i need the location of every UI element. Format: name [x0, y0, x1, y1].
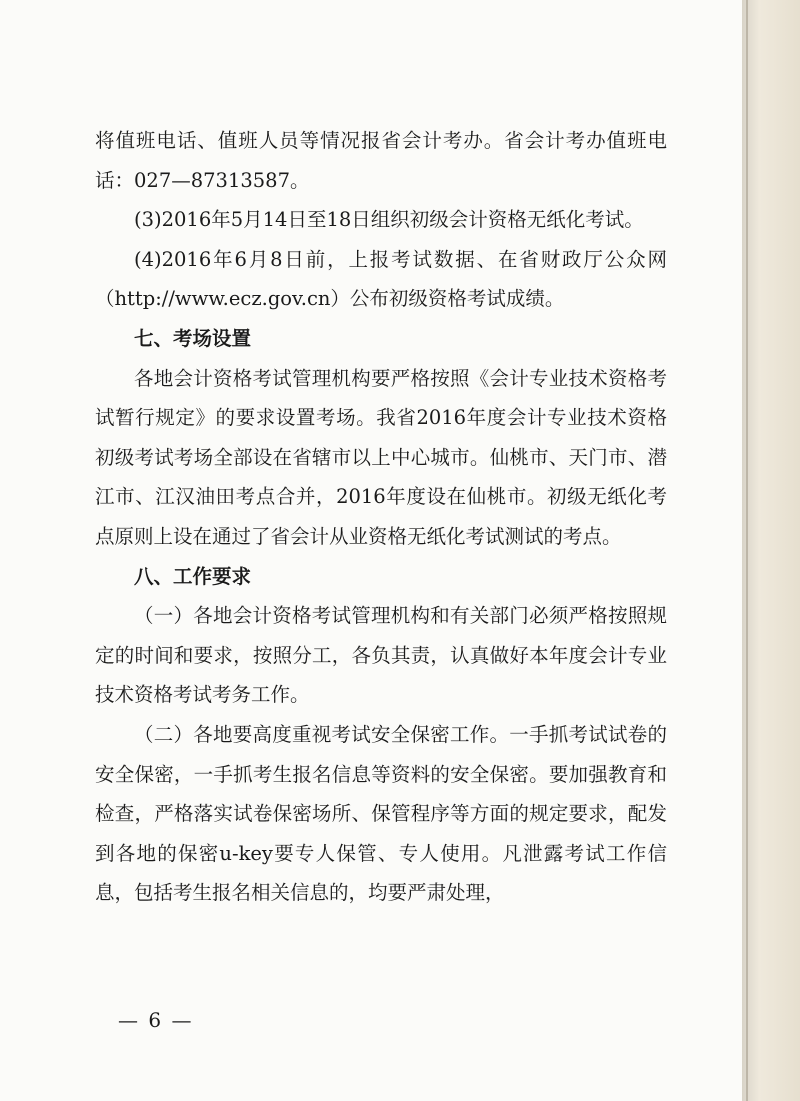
section-7-body: 各地会计资格考试管理机构要严格按照《会计专业技术资格考试暂行规定》的要求设置考场。我省2016年度会计专业技术资格初级考试考场全部设在省辖市以上中心城市。仙桃市、天门市、潜江市、江汉油田考点合并，2016年度设在仙桃市。初级无纸化考点原则上设在通过了省会计从业资格无纸化考试测试的考点。 [95, 366, 667, 548]
paragraph-item-4: (4)2016年6月8日前，上报考试数据、在省财政厅公众网（http://www.ecz.gov.cn）公布初级资格考试成绩。 [95, 247, 667, 311]
section-8-heading: 八、工作要求 [134, 564, 252, 588]
scanned-page-edge [742, 0, 800, 1101]
paragraph-duty-phone: 将值班电话、值班人员等情况报省会计考办。省会计考办值班电话：027—87313587。 [95, 129, 667, 192]
section-7-heading: 七、考场设置 [134, 326, 252, 350]
page-number: — 6 — [118, 1008, 194, 1032]
body-text [95, 121, 667, 913]
paragraph-item-3: (3)2016年5月14日至18日组织初级会计资格无纸化考试。 [134, 208, 644, 232]
section-8-item-1: （一）各地会计资格考试管理机构和有关部门必须严格按照规定的时间和要求，按照分工，各负其责，认真做好本年度会计专业技术资格考试考务工作。 [95, 604, 667, 707]
section-8-item-2: （二）各地要高度重视考试安全保密工作。一手抓考试试卷的安全保密，一手抓考生报名信息等资料的安全保密。要加强教育和检查，严格落实试卷保密场所、保管程序等方面的规定要求，配发到各地的保密u-key要专人保管、专人使用。凡泄露考试工作信息，包括考生报名相关信息的，均要严肃处理， [95, 722, 667, 905]
